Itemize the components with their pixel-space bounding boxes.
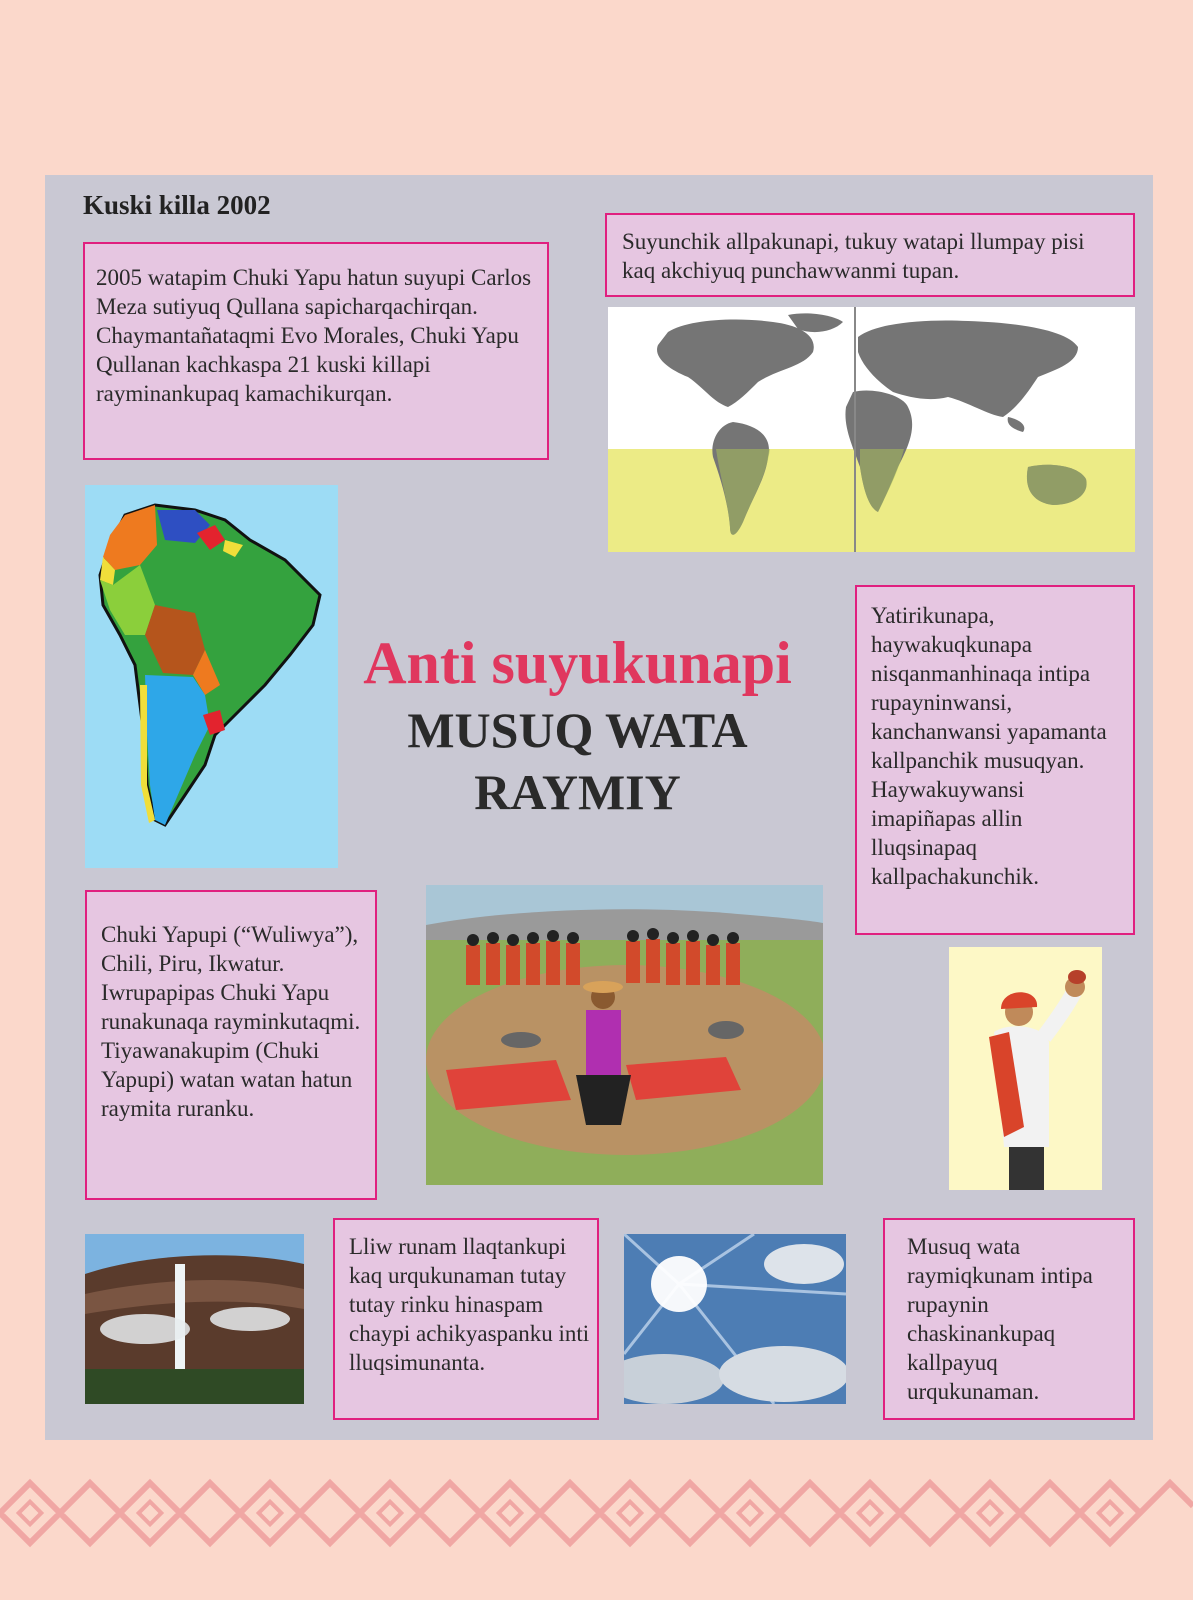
hemisphere-text-box bbox=[605, 213, 1135, 297]
decorative-pattern-border bbox=[0, 1478, 1193, 1548]
history-text-box bbox=[83, 242, 549, 460]
renewal-text: Yatirikunapa, haywakuqkunapa nisqanmanhinaqa intipa rupayninwansi, kanchanwansi yapamanta kallpanchik musuqyan. Haywakuywansi imapiñapas allin lluqsinapaq kallpachakunchik. bbox=[871, 603, 1107, 889]
ceremony-illustration bbox=[426, 885, 823, 1185]
mountains-text-box bbox=[333, 1218, 599, 1420]
south-america-map-image bbox=[85, 485, 338, 868]
waterfall-photo bbox=[85, 1234, 304, 1404]
subtitle-line-1: MUSUQ WATA bbox=[407, 702, 748, 758]
section-label: Kuski killa 2002 bbox=[83, 190, 271, 220]
history-text: 2005 watapim Chuki Yapu hatun suyupi Carlos Meza sutiyuq Qullana sapicharqachirqan. Chaymantañataqmi Evo Morales, Chuki Yapu Qullanan kachkaspa 21 kuski killapi rayminankupaq kamachikurqan. bbox=[96, 265, 532, 406]
countries-text-box bbox=[85, 890, 377, 1200]
celebration-text: Musuq wata raymiqkunam intipa rupaynin chaskinankupaq kallpayuq urqukunaman. bbox=[907, 1234, 1093, 1404]
celebration-text-box bbox=[883, 1218, 1135, 1420]
sun-clouds-photo bbox=[624, 1234, 846, 1404]
countries-text: Chuki Yapupi (“Wuliwya”), Chili, Piru, Ikwatur. Iwrupapipas Chuki Yapu runakunaqa rayminkutaqmi. Tiyawanakupim (Chuki Yapupi) watan watan hatun raymita ruranku. bbox=[101, 922, 361, 1121]
renewal-text-box bbox=[855, 585, 1135, 935]
world-map-image bbox=[608, 307, 1135, 552]
main-title: Anti suyukunapi bbox=[363, 630, 792, 696]
subtitle-line-2: RAYMIY bbox=[474, 764, 681, 820]
hemisphere-text: Suyunchik allpakunapi, tukuy watapi llumpay pisi kaq akchiyuq punchawwanmi tupan. bbox=[622, 229, 1085, 283]
offering-man-illustration bbox=[949, 947, 1102, 1190]
mountains-text: Lliw runam llaqtankupi kaq urqukunaman tutay tutay rinku hinaspam chaypi achikyaspanku inti lluqsimunanta. bbox=[349, 1234, 590, 1375]
